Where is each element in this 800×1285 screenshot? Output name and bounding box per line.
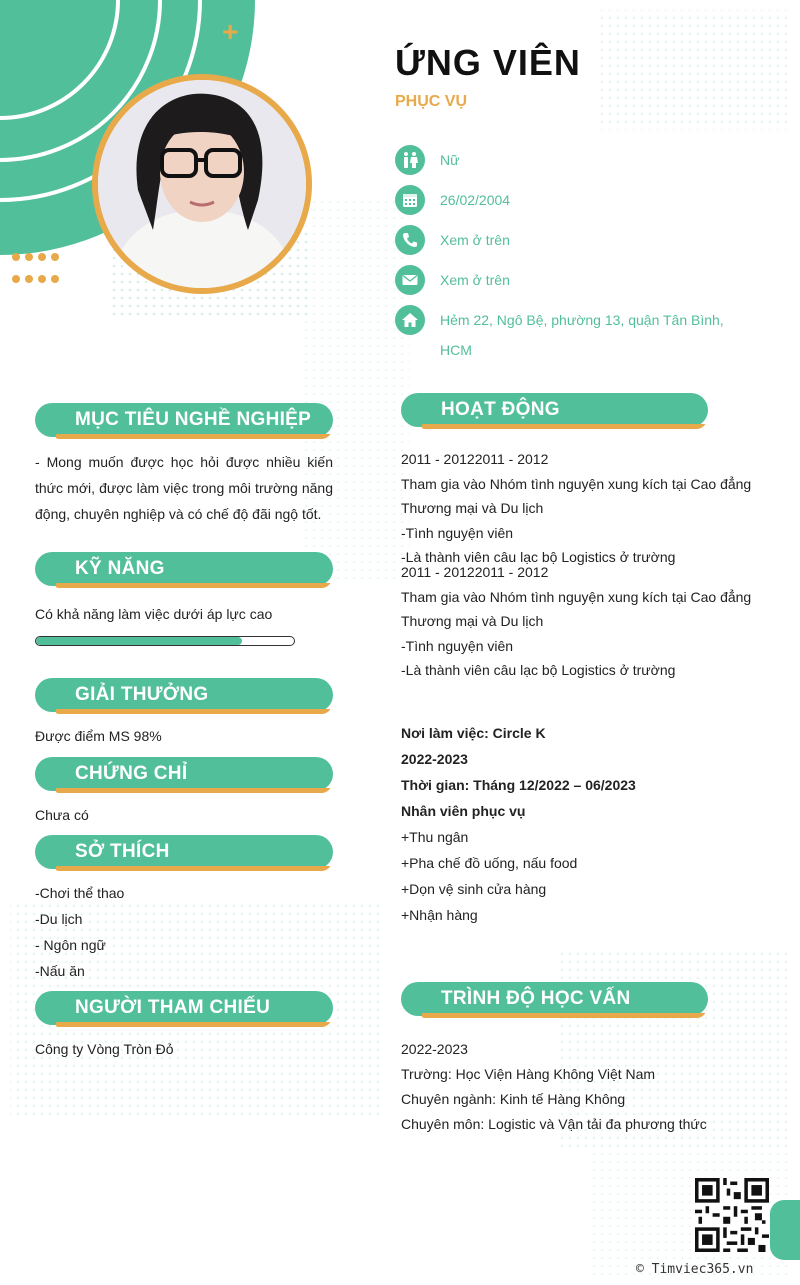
orange-dots-decoration [12, 248, 64, 288]
activity-line: -Tình nguyện viên [401, 637, 514, 654]
qr-code-icon[interactable] [695, 1178, 769, 1252]
activity-period: 2011 - 20122011 - 2012 [401, 451, 549, 467]
certificates-heading: CHỨNG CHỈ [35, 757, 333, 797]
education-heading: TRÌNH ĐỘ HỌC VẤN [401, 982, 708, 1022]
skills-heading: KỸ NĂNG [35, 552, 333, 592]
activity-line: -Là thành viên câu lạc bộ Logistics ở trường [401, 662, 676, 678]
work-duty: +Dọn vệ sinh cửa hàng [401, 881, 547, 897]
work-position: Nhân viên phục vụ [401, 803, 526, 819]
activity-line: Tham gia vào Nhóm tình nguyện xung kích tại Cao đẳng [401, 588, 752, 605]
address-value: Hẻm 22, Ngô Bệ, phường 13, quận Tân Bình, HCM [440, 312, 724, 358]
work-duty: +Thu ngân [401, 829, 469, 845]
awards-heading: GIẢI THƯỞNG [35, 678, 333, 718]
work-place: Nơi làm việc: Circle K [401, 725, 546, 741]
work-duty: +Nhận hàng [401, 907, 478, 923]
hobby-item: - Ngôn ngữ [35, 937, 106, 953]
work-years: 2022-2023 [401, 751, 468, 767]
contact-email [395, 265, 735, 295]
activity-line: Thương mại và Du lịch [401, 613, 544, 629]
skill-level-fill [36, 637, 242, 645]
activities-heading: HOẠT ĐỘNG [401, 393, 708, 433]
mail-icon [395, 265, 425, 295]
candidate-role: PHỤC VỤ [395, 93, 468, 110]
work-duty: +Pha chế đồ uống, nấu food [401, 855, 578, 871]
footer-copyright: © Timviec365.vn [636, 1262, 754, 1277]
gender-value: Nữ [440, 152, 460, 168]
gender-icon [395, 145, 425, 175]
education-years: 2022-2023 [401, 1041, 468, 1057]
contact-phone [395, 225, 735, 255]
education-details [401, 1037, 763, 1137]
skill-item: Có khả năng làm việc dưới áp lực cao [35, 606, 273, 622]
home-icon [395, 305, 425, 335]
reference-text: Công ty Vòng Tròn Đỏ [35, 1041, 174, 1057]
email-value: Xem ở trên [440, 272, 510, 288]
candidate-name: ỨNG VIÊN [395, 42, 581, 83]
contact-birthday [395, 185, 735, 215]
birthday-value: 26/02/2004 [440, 192, 511, 208]
phone-value: Xem ở trên [440, 232, 510, 248]
education-major: Chuyên ngành: Kinh tế Hàng Không [401, 1091, 626, 1107]
contact-info [395, 145, 735, 375]
activity-period: 2011 - 20122011 - 2012 [401, 564, 549, 580]
work-time: Thời gian: Tháng 12/2022 – 06/2023 [401, 777, 636, 793]
calendar-icon [395, 185, 425, 215]
hobby-item: -Du lịch [35, 911, 83, 927]
hobby-item: -Nấu ăn [35, 963, 85, 979]
awards-text: Được điểm MS 98% [35, 728, 162, 744]
avatar [98, 80, 306, 288]
reference-heading: NGƯỜI THAM CHIẾU [35, 991, 333, 1031]
hobbies-list [35, 880, 124, 984]
education-specialty: Chuyên môn: Logistic và Vận tải đa phương thức [401, 1116, 707, 1132]
activity-entry [401, 560, 763, 683]
activity-line: -Là thành viên câu lạc bộ Logistics ở trường [401, 549, 676, 565]
activity-line: Tham gia vào Nhóm tình nguyện xung kích tại Cao đẳng [401, 475, 752, 492]
activity-entry [401, 447, 763, 570]
contact-address [395, 305, 735, 365]
phone-icon [395, 225, 425, 255]
work-experience [401, 720, 763, 928]
avatar-frame [92, 74, 312, 294]
hobby-item: -Chơi thể thao [35, 885, 125, 901]
objective-heading: MỤC TIÊU NGHỀ NGHIỆP [35, 403, 333, 443]
activity-line: -Tình nguyện viên [401, 524, 514, 541]
contact-gender [395, 145, 735, 175]
corner-accent [770, 1200, 800, 1260]
skill-level-bar [35, 636, 295, 646]
hobbies-heading: SỞ THÍCH [35, 835, 333, 875]
objective-text: - Mong muốn được học hỏi được nhiều kiến thức mới, được làm việc trong môi trường năng động, chuyên nghiệp và có chế độ đãi ngộ tốt. [35, 454, 333, 522]
plus-decoration: + [222, 16, 239, 47]
education-school: Trường: Học Viện Hàng Không Việt Nam [401, 1066, 656, 1082]
certificates-text: Chưa có [35, 807, 89, 823]
activity-line: Thương mại và Du lịch [401, 500, 544, 516]
